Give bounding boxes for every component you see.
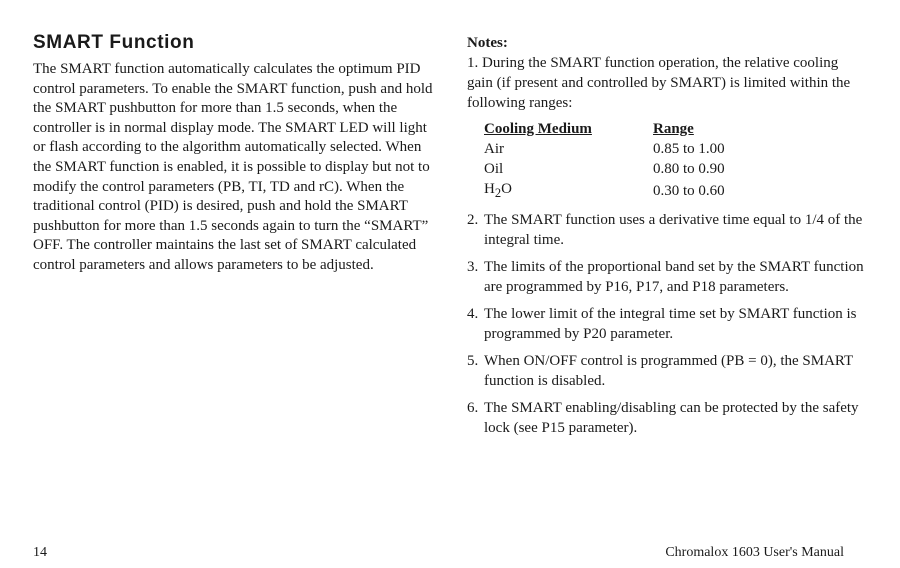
cooling-medium-cell: Air: [484, 141, 504, 157]
manual-title: Chromalox 1603 User's Manual: [665, 545, 844, 560]
section-title: SMART Function: [33, 32, 195, 53]
note-text: The limits of the proportional band set by the SMART function are programmed by P16, P17, and P18 parameters.: [484, 259, 864, 295]
note-number: 2.: [467, 212, 479, 228]
cooling-range-table: [484, 119, 725, 203]
note-text: The SMART enabling/disabling can be protected by the safety lock (see P15 parameter).: [484, 400, 859, 436]
notes-heading: Notes:: [467, 35, 508, 51]
note-number: 5.: [467, 353, 479, 369]
header-range: Range: [653, 121, 694, 137]
table-row: [484, 179, 725, 203]
note-number: 6.: [467, 400, 479, 416]
note-text: The lower limit of the integral time set by SMART function is programmed by P20 parameter.: [484, 306, 857, 342]
water-formula-subscript: 2: [494, 186, 502, 200]
range-cell: 0.85 to 1.00: [653, 141, 725, 157]
note-number: 4.: [467, 306, 479, 322]
note-item: [467, 257, 867, 297]
note-item: [467, 210, 867, 250]
range-cell: 0.80 to 0.90: [653, 161, 725, 177]
note-text: When ON/OFF control is programmed (PB = 0), the SMART function is disabled.: [484, 353, 853, 389]
note-item: [467, 398, 867, 438]
smart-function-section: [33, 32, 438, 276]
section-intro: The SMART function automatically calculates the optimum PID control parameters. To enable the SMART function, push and hold the SMART pushbutton for more than 1.5 seconds, when the controller is in normal display mode. The SMART LED will light or flash according to the algorithm automatically selected. When the SMART function is enabled, it is possible to display but not to modify the control parameters (PB, TI, TD and rC). When the traditional control (PID) is desired, push and hold the SMART pushbutton for more than 1.5 seconds again to turn the “SMART” OFF. The controller maintains the last set of SMART calculated control parameters and allows parameters to be adjusted.: [33, 61, 433, 273]
cooling-medium-cell: [484, 179, 653, 203]
notes-section: [467, 33, 867, 445]
header-cooling-medium: Cooling Medium: [484, 121, 592, 137]
note-1: 1. During the SMART function operation, the relative cooling gain (if present and controlled by SMART) is limited within the following ranges:: [467, 55, 851, 111]
cooling-medium-cell: Oil: [484, 161, 504, 177]
page-number: 14: [33, 545, 47, 560]
note-number: 3.: [467, 259, 479, 275]
table-header-row: [484, 119, 725, 139]
table-row: [484, 159, 725, 179]
range-cell: 0.30 to 0.60: [653, 183, 725, 199]
table-row: [484, 139, 725, 159]
note-item: [467, 351, 867, 391]
water-formula-h: H: [484, 181, 495, 197]
note-text: The SMART function uses a derivative time equal to 1/4 of the integral time.: [484, 212, 863, 248]
water-formula-o: O: [501, 181, 512, 197]
note-item: [467, 304, 867, 344]
